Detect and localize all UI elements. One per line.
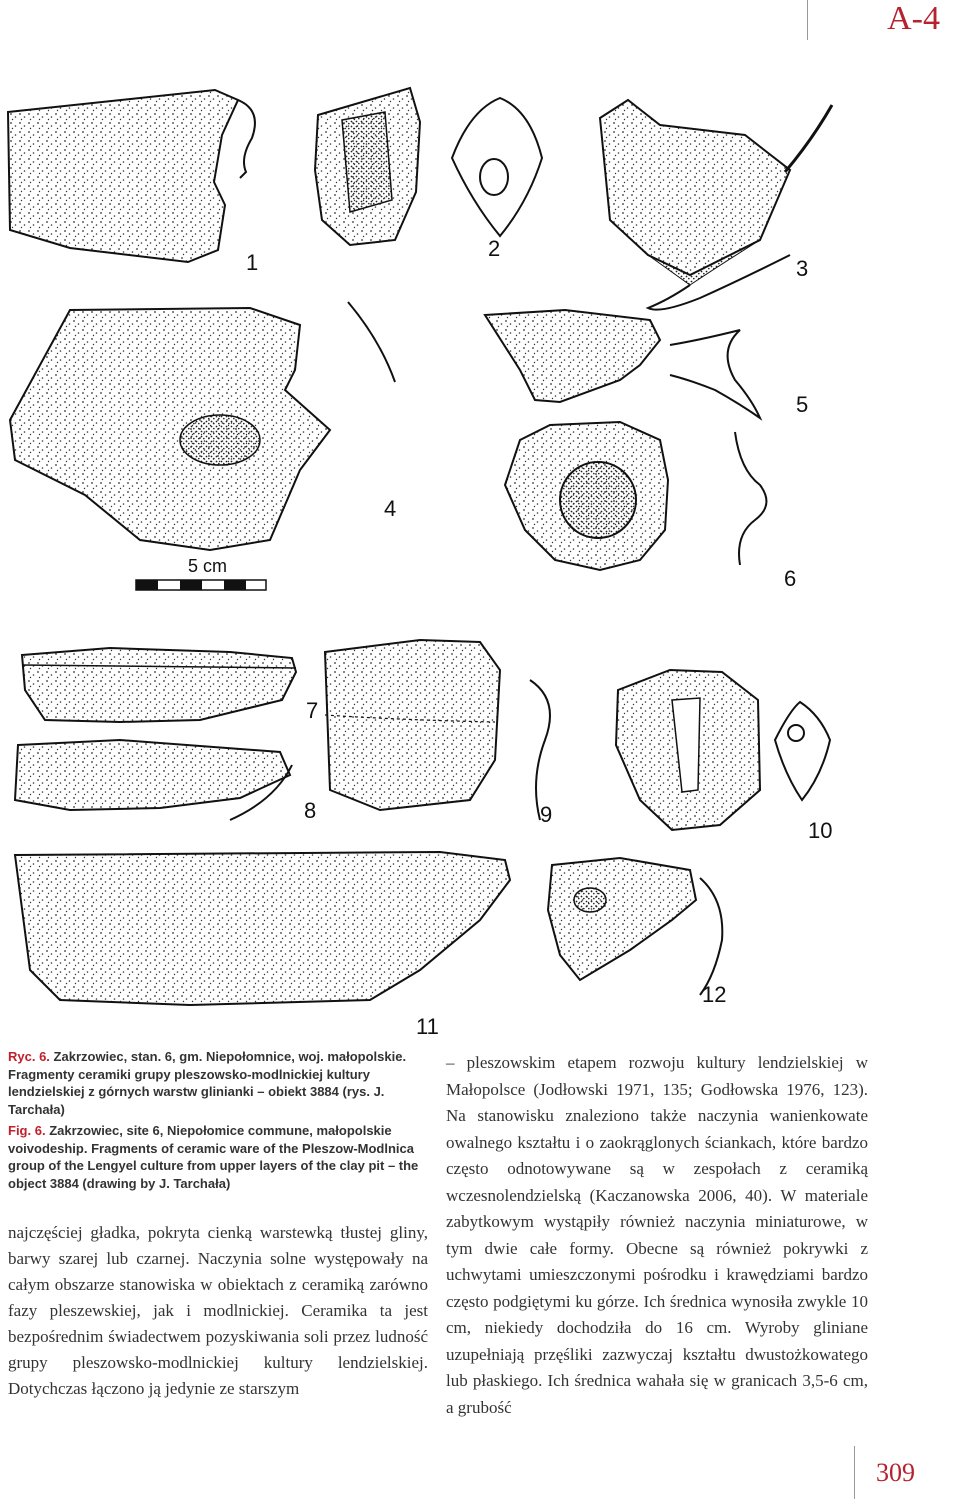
fragment-7-drawing — [22, 648, 296, 722]
figure-label-6: 6 — [784, 566, 797, 591]
body-text-right-column: – pleszowskim etapem rozwoju kultury lendzielskiej w Małopolsce (Jodłowski 1971, 135; Godłowska 1976, 123). Na stanowisku znaleziono także naczynia wanienkowate owalnego kształtu i o zaokrąglonych ściankach, które bardzo często odnotowywane są w zespołach z ceramiką wczesnolendzielską (Kaczanowska 2006, 40). W materiale zabytkowym wystąpiły również naczynia miniaturowe, w tym dwie całe formy. Obecne są również pokrywki z uchwytami umieszczonymi pośrodku i krawędziami bardzo często podgiętymi ku górze. Ich średnica wynosiła zwykle 10 cm, niekiedy dochodziła do 16 cm. Wyroby gliniane uzupełniają przęśliki zazwyczaj kształtu dwustożkowatego lub płaskiego. Ich średnica wahała się w granicach 3,5-6 cm, a grubość — [446, 1053, 868, 1417]
figure-caption — [8, 1048, 428, 1196]
section-tag — [807, 0, 960, 40]
fragment-11-drawing — [15, 852, 510, 1005]
fragment-4-drawing — [10, 302, 395, 550]
fragment-2-drawing — [315, 88, 542, 245]
fragment-6-drawing — [505, 422, 766, 570]
figure-label-9: 9 — [540, 802, 553, 827]
caption-english — [8, 1122, 428, 1192]
scale-bar-label: 5 cm — [188, 556, 228, 576]
caption-polish — [8, 1048, 428, 1118]
figure-label-5: 5 — [796, 392, 809, 417]
page-number-rule — [854, 1446, 855, 1499]
scale-bar — [136, 556, 266, 590]
fragment-5-drawing — [485, 310, 760, 418]
body-text-left-column: najczęściej gładka, pokryta cienką warstewką tłustej gliny, barwy szarej lub czarnej. Naczynia solne występowały na całym obszarze stanowiska w obiektach z ceramiką zarówno fazy pleszewskiej, jak i modlnickiej. Ceramika ta jest bezpośrednim świadectwem pozyskiwania soli przez ludność grupy pleszowsko-modlnickiej kultury lendzielskiej. Dotychczas łączono ją jedynie ze starszym — [8, 1223, 428, 1398]
fragment-1-drawing — [8, 90, 255, 262]
fragment-8-drawing — [15, 740, 292, 820]
figure-label-10: 10 — [808, 818, 833, 843]
pottery-figure — [0, 40, 960, 1040]
figure-label-3: 3 — [796, 256, 809, 281]
caption-polish-ref: Ryc. 6. — [8, 1049, 50, 1064]
fragment-9-drawing — [325, 640, 550, 820]
caption-polish-text: Zakrzowiec, stan. 6, gm. Niepołomnice, woj. małopolskie. Fragmenty ceramiki grupy pleszowsko-modlnickiej kultury lendzielskiej z górnych warstw glinianki – obiekt 3884 (rys. J. Tarchała) — [8, 1049, 407, 1117]
fragment-10-drawing — [616, 670, 830, 830]
figure-label-12: 12 — [702, 982, 727, 1007]
figure-label-7: 7 — [306, 698, 319, 723]
figure-label-1: 1 — [246, 250, 259, 275]
fragment-12-drawing — [548, 858, 722, 995]
figure-label-4: 4 — [384, 496, 397, 521]
section-tag-label: A-4 — [887, 0, 940, 37]
caption-english-text: Zakrzowiec, site 6, Niepołomice commune, małopolskie voivodeship. Fragments of ceramic ware of the Pleszow-Modlnica group of the Lengyel culture from upper layers of the clay pit – the object 3884 (drawing by J. Tarchała) — [8, 1123, 419, 1191]
page-number: 309 — [876, 1458, 915, 1487]
figure-label-2: 2 — [488, 236, 501, 261]
figure-label-11: 11 — [416, 1014, 439, 1039]
caption-english-ref: Fig. 6. — [8, 1123, 46, 1138]
figure-label-8: 8 — [304, 798, 317, 823]
